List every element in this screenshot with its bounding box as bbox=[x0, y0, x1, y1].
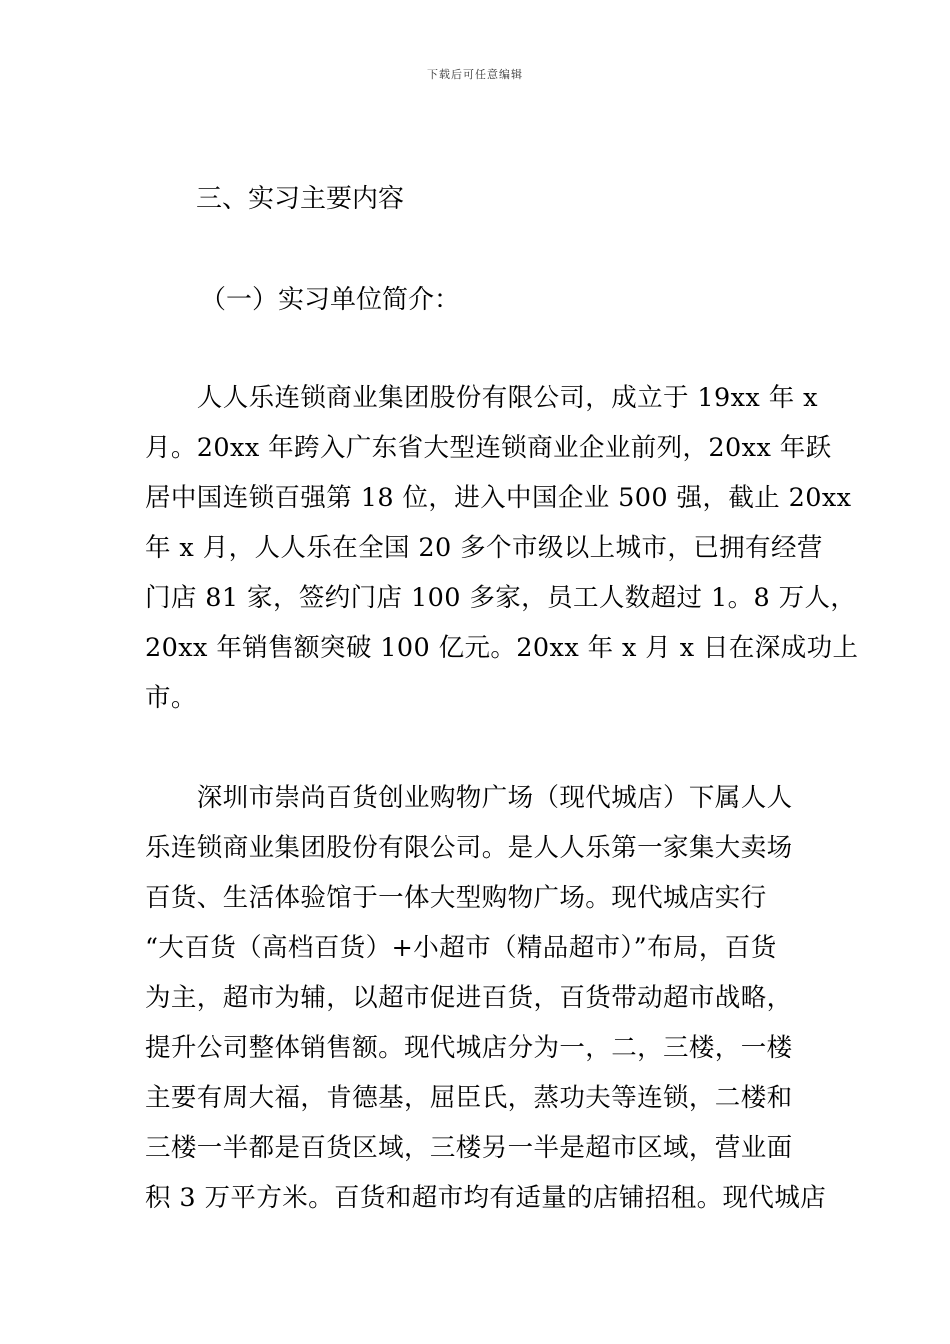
paragraph-line: 居中国连锁百强第 18 位，进入中国企业 500 强，截止 20xx bbox=[145, 483, 852, 513]
paragraph-line: 百货、生活体验馆于一体大型购物广场。现代城店实行 bbox=[145, 883, 767, 913]
paragraph-line: 乐连锁商业集团股份有限公司。是人人乐第一家集大卖场 bbox=[145, 833, 793, 863]
paragraph-line: 深圳市崇尚百货创业购物广场（现代城店）下属人人 bbox=[145, 783, 793, 813]
paragraph-line: 20xx 年销售额突破 100 亿元。20xx 年 x 月 x 日在深成功上 bbox=[145, 633, 859, 663]
sub-heading: （一）实习单位简介： bbox=[200, 285, 461, 315]
paragraph-line: “大百货（高档百货）+小超市（精品超市）”布局，百货 bbox=[145, 933, 777, 963]
paragraph-line: 主要有周大福，肯德基，屈臣氏，蒸功夫等连锁，二楼和 bbox=[145, 1083, 793, 1113]
paragraph-line: 门店 81 家，签约门店 100 多家，员工人数超过 1。8 万人， bbox=[145, 583, 857, 613]
paragraph-line: 积 3 万平方米。百货和超市均有适量的店铺招租。现代城店 bbox=[145, 1183, 827, 1213]
paragraph-line: 人人乐连锁商业集团股份有限公司，成立于 19xx 年 x bbox=[145, 383, 818, 413]
paragraph-line: 年 x 月，人人乐在全国 20 多个市级以上城市，已拥有经营 bbox=[145, 533, 823, 563]
paragraph-line: 提升公司整体销售额。现代城店分为一，二，三楼，一楼 bbox=[145, 1033, 793, 1063]
header-note: 下载后可任意编辑 bbox=[427, 68, 523, 81]
paragraph-line: 市。 bbox=[145, 683, 197, 713]
paragraph-store-intro bbox=[145, 773, 825, 1223]
paragraph-line: 三楼一半都是百货区域，三楼另一半是超市区域，营业面 bbox=[145, 1133, 793, 1163]
section-heading: 三、实习主要内容 bbox=[196, 184, 405, 214]
paragraph-line: 为主，超市为辅，以超市促进百货，百货带动超市战略， bbox=[145, 983, 793, 1013]
paragraph-company-intro bbox=[145, 373, 859, 723]
paragraph-line: 月。20xx 年跨入广东省大型连锁商业企业前列，20xx 年跃 bbox=[145, 433, 832, 463]
